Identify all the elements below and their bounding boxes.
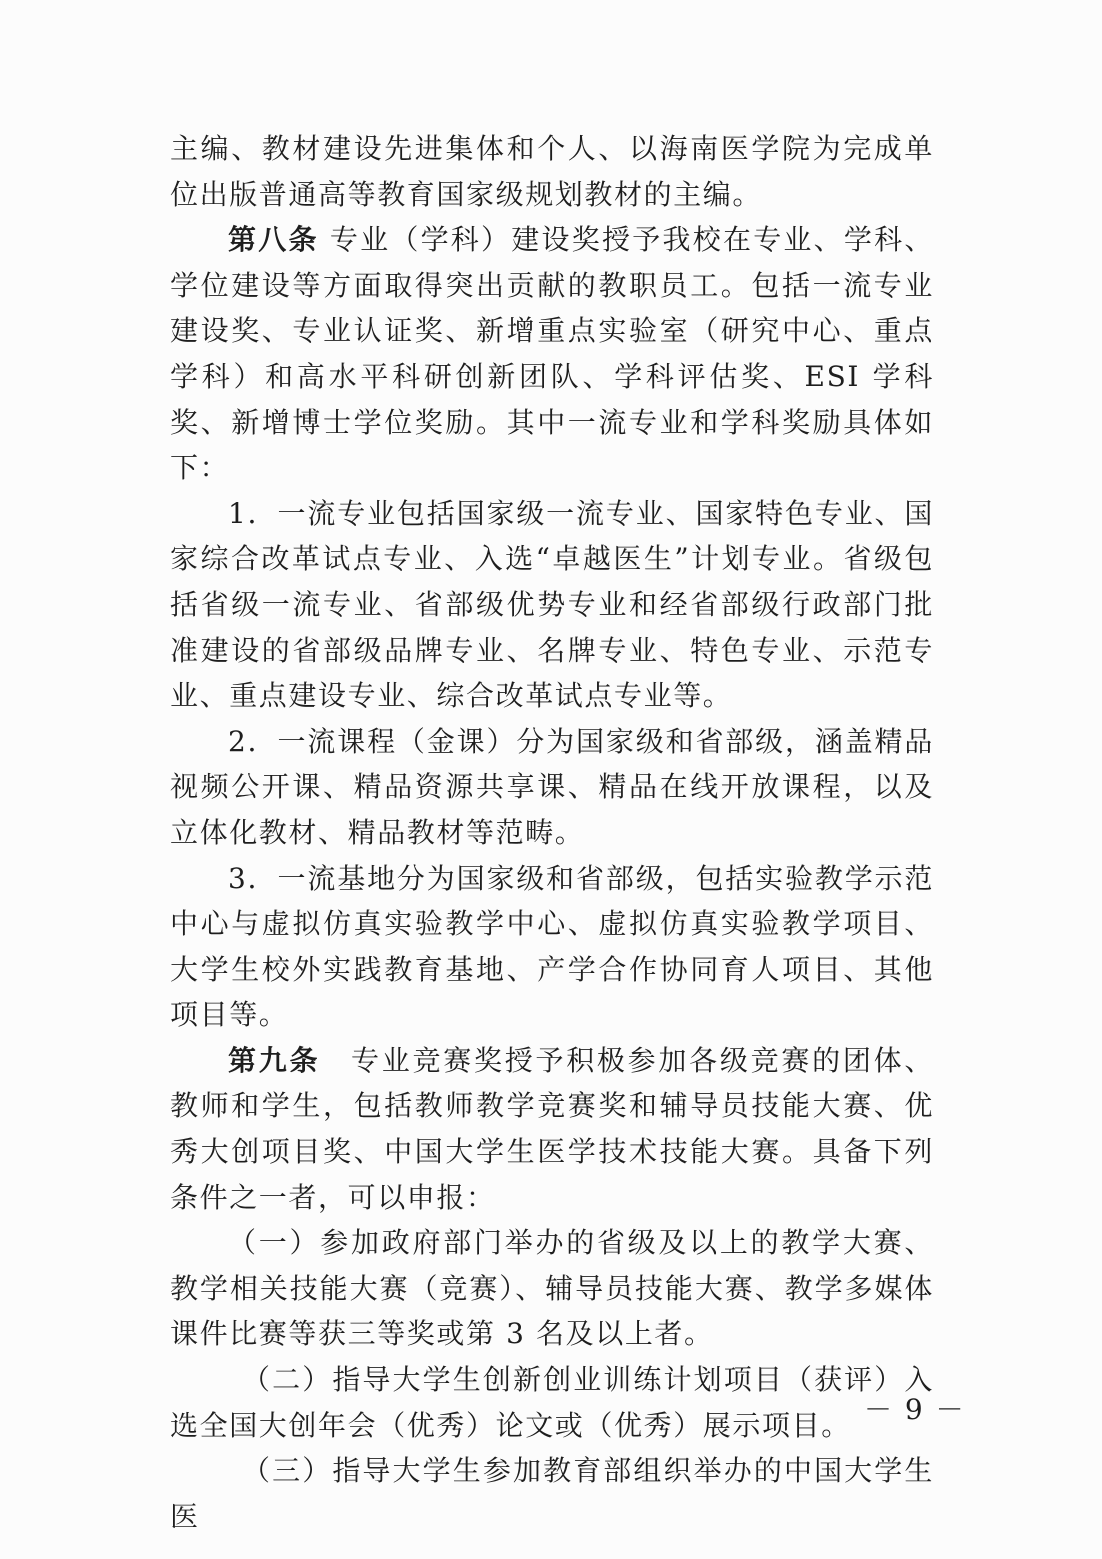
- page-number: － 9 －: [864, 1393, 966, 1426]
- article-9-text: 专业竞赛奖授予积极参加各级竞赛的团体、教师和学生，包括教师教学竞赛奖和辅导员技能大赛、优秀大创项目奖、中国大学生医学技术技能大赛。具备下列条件之一者，可以申报：: [170, 1043, 934, 1214]
- document-body: [170, 126, 934, 1539]
- article-8-paragraph: [170, 217, 934, 491]
- paragraph-1: [170, 126, 934, 217]
- clause-3-paragraph: [170, 1448, 934, 1539]
- clause-3-text: （三）指导大学生参加教育部组织举办的中国大学生医: [170, 1454, 934, 1533]
- item-2-paragraph: [170, 719, 934, 856]
- item-1-paragraph: [170, 491, 934, 719]
- article-9-paragraph: [170, 1038, 934, 1220]
- clause-2-text: （二）指导大学生创新创业训练计划项目（获评）入选全国大创年会（优秀）论文或（优秀）展示项目。: [170, 1363, 934, 1442]
- item-3-text: 3．一流基地分为国家级和省部级，包括实验教学示范中心与虚拟仿真实验教学中心、虚拟仿真实验教学项目、大学生校外实践教育基地、产学合作协同育人项目、其他项目等。: [170, 861, 934, 1032]
- item-2-text: 2．一流课程（金课）分为国家级和省部级，涵盖精品视频公开课、精品资源共享课、精品在线开放课程，以及立体化教材、精品教材等范畴。: [170, 724, 934, 849]
- clause-1-paragraph: [170, 1220, 934, 1357]
- article-8-label: 第八条: [228, 223, 319, 257]
- clause-1-text: （一）参加政府部门举办的省级及以上的教学大赛、教学相关技能大赛（竞赛）、辅导员技能大赛、教学多媒体课件比赛等获三等奖或第 3 名及以上者。: [170, 1226, 934, 1351]
- article-8-text: 专业（学科）建设奖授予我校在专业、学科、学位建设等方面取得突出贡献的教职员工。包括一流专业建设奖、专业认证奖、新增重点实验室（研究中心、重点学科）和高水平科研创新团队、学科评估奖、ESI 学科奖、新增博士学位奖励。其中一流专业和学科奖励具体如下：: [170, 223, 934, 485]
- item-1-text: 1．一流专业包括国家级一流专业、国家特色专业、国家综合改革试点专业、入选“卓越医生”计划专业。省级包括省级一流专业、省部级优势专业和经省部级行政部门批准建设的省部级品牌专业、名牌专业、特色专业、示范专业、重点建设专业、综合改革试点专业等。: [170, 496, 934, 713]
- item-3-paragraph: [170, 856, 934, 1038]
- paragraph-1-text: 主编、教材建设先进集体和个人、以海南医学院为完成单位出版普通高等教育国家级规划教材的主编。: [170, 132, 934, 211]
- article-9-label: 第九条: [228, 1043, 321, 1077]
- clause-2-paragraph: [170, 1357, 934, 1448]
